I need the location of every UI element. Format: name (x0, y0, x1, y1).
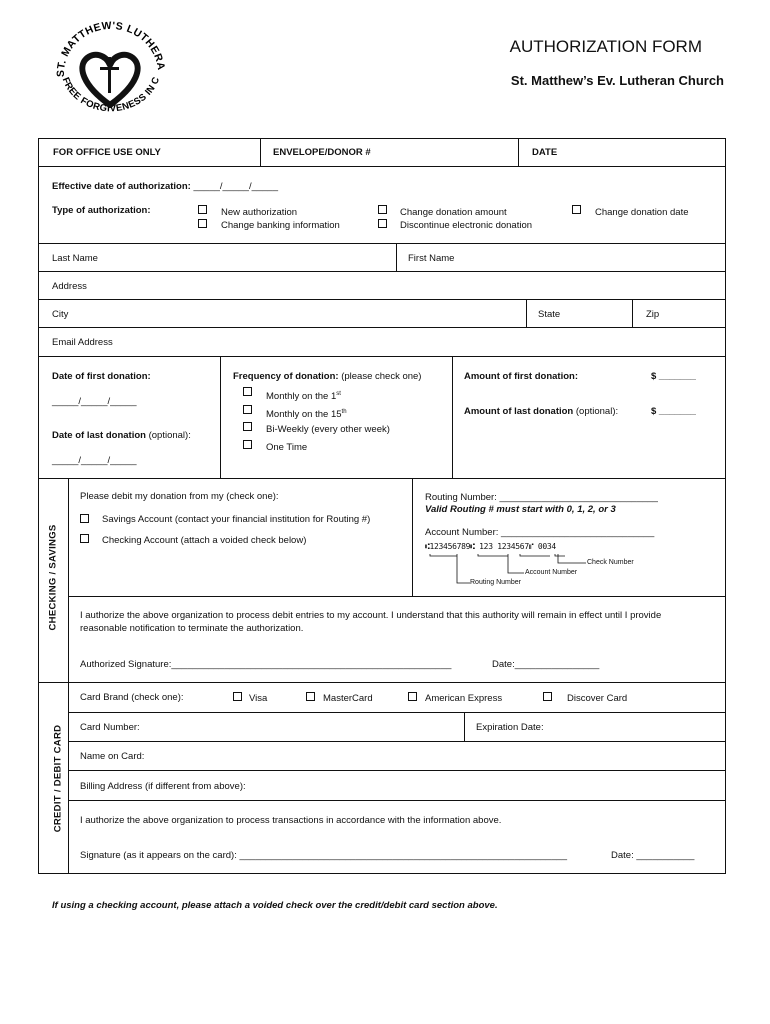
first-donation-date-field[interactable]: _____/_____/_____ (52, 396, 137, 407)
address-field[interactable]: Address (52, 281, 87, 292)
monthly-15th-checkbox[interactable] (243, 405, 252, 414)
change-amount-checkbox[interactable] (378, 205, 387, 214)
church-name: St. Matthew’s Ev. Lutheran Church (510, 73, 724, 88)
savings-checkbox[interactable] (80, 514, 89, 523)
monthly-15th-label (266, 406, 347, 421)
routing-note: Valid Routing # must start with 0, 1, 2, or 3 (425, 504, 616, 515)
card-signature-field[interactable]: Signature (as it appears on the card): ______________________________________________________________ (80, 850, 568, 861)
mastercard-label: MasterCard (323, 693, 373, 704)
monthly-1st-text: Monthly on the 1 (266, 391, 337, 403)
footer-note: If using a checking account, please attach a voided check over the credit/debit card section above. (52, 900, 498, 911)
billing-address-field[interactable]: Billing Address (if different from above): (80, 781, 246, 792)
amount-last-label (464, 406, 618, 418)
office-use-label: FOR OFFICE USE ONLY (53, 147, 161, 158)
change-date-checkbox[interactable] (572, 205, 581, 214)
email-field[interactable]: Email Address (52, 337, 113, 348)
last-donation-label-bold: Date of last donation (52, 430, 146, 441)
card-date-field[interactable]: Date: ___________ (611, 850, 695, 861)
monthly-15th-text: Monthly on the 15 (266, 409, 342, 421)
visa-label: Visa (249, 693, 268, 704)
last-name-field[interactable]: Last Name (52, 253, 98, 264)
church-logo (42, 15, 177, 125)
state-field[interactable]: State (538, 309, 561, 320)
change-amount-label: Change donation amount (400, 207, 507, 218)
form-title: AUTHORIZATION FORM (509, 37, 702, 56)
last-donation-label (52, 430, 191, 442)
frequency-label (233, 371, 421, 383)
expiration-date-field[interactable]: Expiration Date: (476, 722, 544, 733)
discontinue-label: Discontinue electronic donation (400, 220, 533, 231)
savings-label: Savings Account (contact your financial institution for Routing #) (102, 514, 371, 525)
type-of-authorization-label: Type of authorization: (52, 205, 151, 216)
discover-label: Discover Card (567, 693, 628, 704)
authorized-signature-field[interactable]: Authorized Signature:_____________________________________________________ (80, 659, 452, 670)
frequency-label-hint: (please check one) (338, 371, 422, 382)
logo-arc-top: ST. MATTHEW'S LUTHERA (54, 19, 168, 78)
discover-checkbox[interactable] (543, 692, 552, 701)
debit-date-field[interactable]: Date:________________ (492, 659, 600, 670)
account-number-label: Account Number (525, 569, 578, 576)
effective-date-field[interactable]: _____/_____/_____ (193, 181, 278, 192)
checking-label: Checking Account (attach a voided check below) (102, 535, 307, 546)
monthly-1st-sup: st (336, 391, 341, 397)
first-donation-label: Date of first donation: (52, 371, 151, 382)
monthly-15th-sup: th (341, 409, 347, 415)
routing-number-field[interactable]: Routing Number: ______________________________ (425, 492, 658, 503)
logo-arc-bottom: FREE FORGIVENESS IN C (59, 75, 163, 115)
checking-savings-side-label: CHECKING / SAVINGS (47, 524, 59, 631)
one-time-label: One Time (266, 442, 308, 453)
new-authorization-label: New authorization (221, 207, 298, 218)
debit-authorization-text-2: reasonable notification to terminate the authorization. (80, 623, 304, 634)
zip-field[interactable]: Zip (646, 309, 660, 320)
routing-number-label: Routing Number (470, 579, 521, 586)
monthly-1st-checkbox[interactable] (243, 387, 252, 396)
mastercard-checkbox[interactable] (306, 692, 315, 701)
checking-checkbox[interactable] (80, 534, 89, 543)
last-donation-date-field[interactable]: _____/_____/_____ (52, 455, 137, 466)
change-banking-label: Change banking information (221, 220, 340, 231)
frequency-label-bold: Frequency of donation: (233, 371, 339, 382)
account-number-field[interactable]: Account Number: _____________________________ (425, 527, 655, 538)
card-number-field[interactable]: Card Number: (80, 722, 140, 733)
envelope-donor-label: ENVELOPE/DONOR # (273, 147, 371, 158)
biweekly-checkbox[interactable] (243, 422, 252, 431)
amex-checkbox[interactable] (408, 692, 417, 701)
visa-checkbox[interactable] (233, 692, 242, 701)
micr-line: ⑆123456789⑆ 123 1234567⑈ 0034 (425, 542, 556, 551)
debit-intro: Please debit my donation from my (check one): (80, 491, 279, 502)
heart-cross-icon (42, 15, 177, 125)
credit-debit-side-label: CREDIT / DEBIT CARD (52, 724, 64, 833)
amount-last-label-bold: Amount of last donation (464, 406, 574, 417)
amex-label: American Express (425, 693, 503, 704)
last-donation-label-optional: (optional): (145, 430, 191, 441)
new-authorization-checkbox[interactable] (198, 205, 207, 214)
first-name-field[interactable]: First Name (408, 253, 455, 264)
amount-first-label: Amount of first donation: (464, 371, 578, 382)
card-authorization-text: I authorize the above organization to process transactions in accordance with the information above. (80, 815, 502, 826)
city-field[interactable]: City (52, 309, 69, 320)
change-banking-checkbox[interactable] (198, 219, 207, 228)
amount-last-label-optional: (optional): (573, 406, 619, 417)
monthly-1st-label (266, 388, 341, 403)
one-time-checkbox[interactable] (243, 440, 252, 449)
amount-last-field[interactable]: $ _______ (651, 406, 696, 417)
office-date-label: DATE (532, 147, 558, 158)
biweekly-label: Bi-Weekly (every other week) (266, 424, 390, 435)
change-date-label: Change donation date (595, 207, 689, 218)
effective-date-row (52, 181, 278, 193)
amount-first-field[interactable]: $ _______ (651, 371, 696, 382)
discontinue-checkbox[interactable] (378, 219, 387, 228)
form-border (38, 138, 726, 874)
check-number-label: Check Number (587, 559, 634, 566)
card-brand-label: Card Brand (check one): (80, 692, 184, 703)
debit-authorization-text-1: I authorize the above organization to process debit entries to my account. I understand that this authority will remain in effect until I provide (80, 610, 662, 621)
name-on-card-field[interactable]: Name on Card: (80, 751, 145, 762)
effective-date-label: Effective date of authorization: (52, 181, 191, 192)
